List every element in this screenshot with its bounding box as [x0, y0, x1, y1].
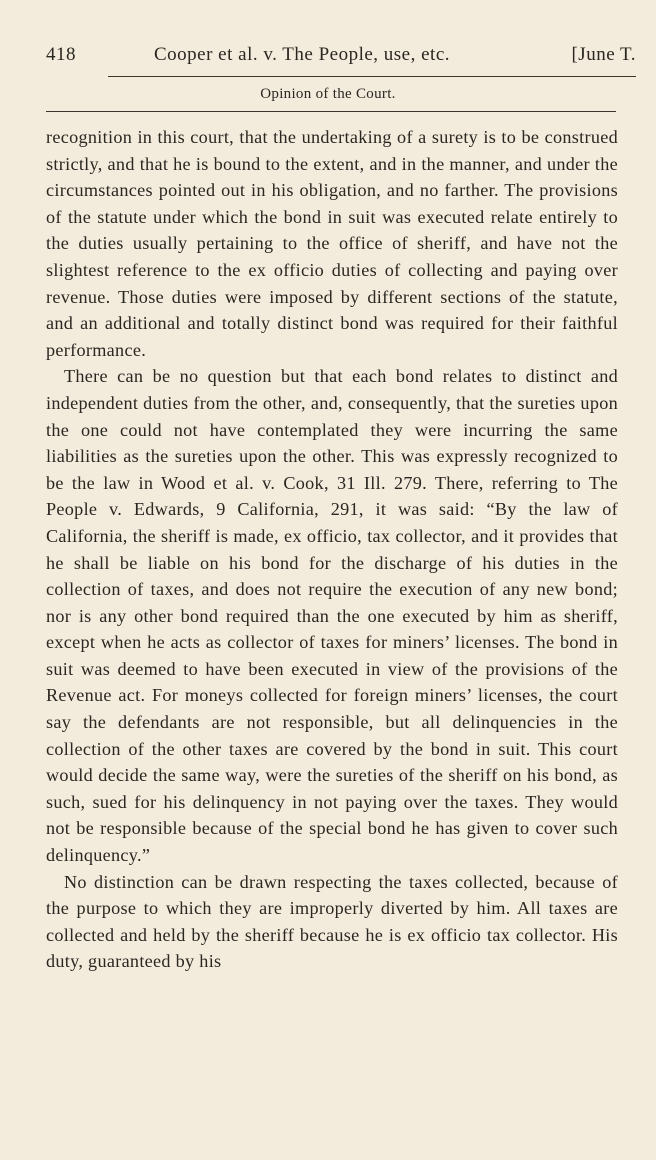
paragraph: recognition in this court, that the undertaking of a surety is to be construed strictly, and that he is bound to the extent, and in the manner, and under the circumstances pointed out in his obligation, and no farther. The provisions of the statute under which the bond in suit was executed relate entirely to the duties usually pertaining to the office of sheriff, and have not the slightest reference to the ex officio duties of collecting and paying over revenue. Those duties were imposed by different sections of the statute, and an additional and totally distinct bond was required for their faithful performance.	[46, 127, 618, 360]
running-title: Cooper et al. v. The People, use, etc.	[154, 44, 451, 65]
section-subheading: Opinion of the Court.	[260, 86, 396, 102]
opinion-text	[46, 124, 618, 975]
subheading-rule	[46, 111, 616, 112]
paragraph: No distinction can be drawn respecting the taxes collected, because of the purpose to which they are improperly diverted by him. All taxes are collected and held by the sheriff because he is ex officio tax collector. His duty, guaranteed by his	[46, 871, 618, 972]
header-rule	[108, 76, 636, 77]
paragraph: There can be no question but that each bond relates to distinct and independent duties from the other, and, consequently, that the sureties upon the one could not have contemplated they were incurring the same liabilities as the sureties upon the other. This was expressly recognized to be the law in Wood et al. v. Cook, 31 Ill. 279. There, referring to The People v. Edwards, 9 California, 291, it was said: “By the law of California, the sheriff is made, ex officio, tax collector, and it provides that he shall be liable on his bond for the discharge of his duties in the collection of taxes, and does not require the execution of any new bond; nor is any other bond required than the one executed by him as sheriff, except when he acts as collector of taxes for miners’ licenses. The bond in suit was deemed to have been executed in view of the provisions of the Revenue act. For moneys collected for foreign miners’ licenses, the court say the defendants are not responsible, but all delinquencies in the collection of the other taxes are covered by the bond in suit. This court would decide the same way, were the sureties of the sheriff on his bond, as such, sued for his delinquency in not paying over the taxes. They would not be responsible because of the special bond he has given to cover such delinquency.”	[46, 366, 618, 866]
running-header	[46, 44, 636, 72]
page-number: 418	[46, 44, 76, 65]
term-date: [June T.	[571, 44, 636, 65]
